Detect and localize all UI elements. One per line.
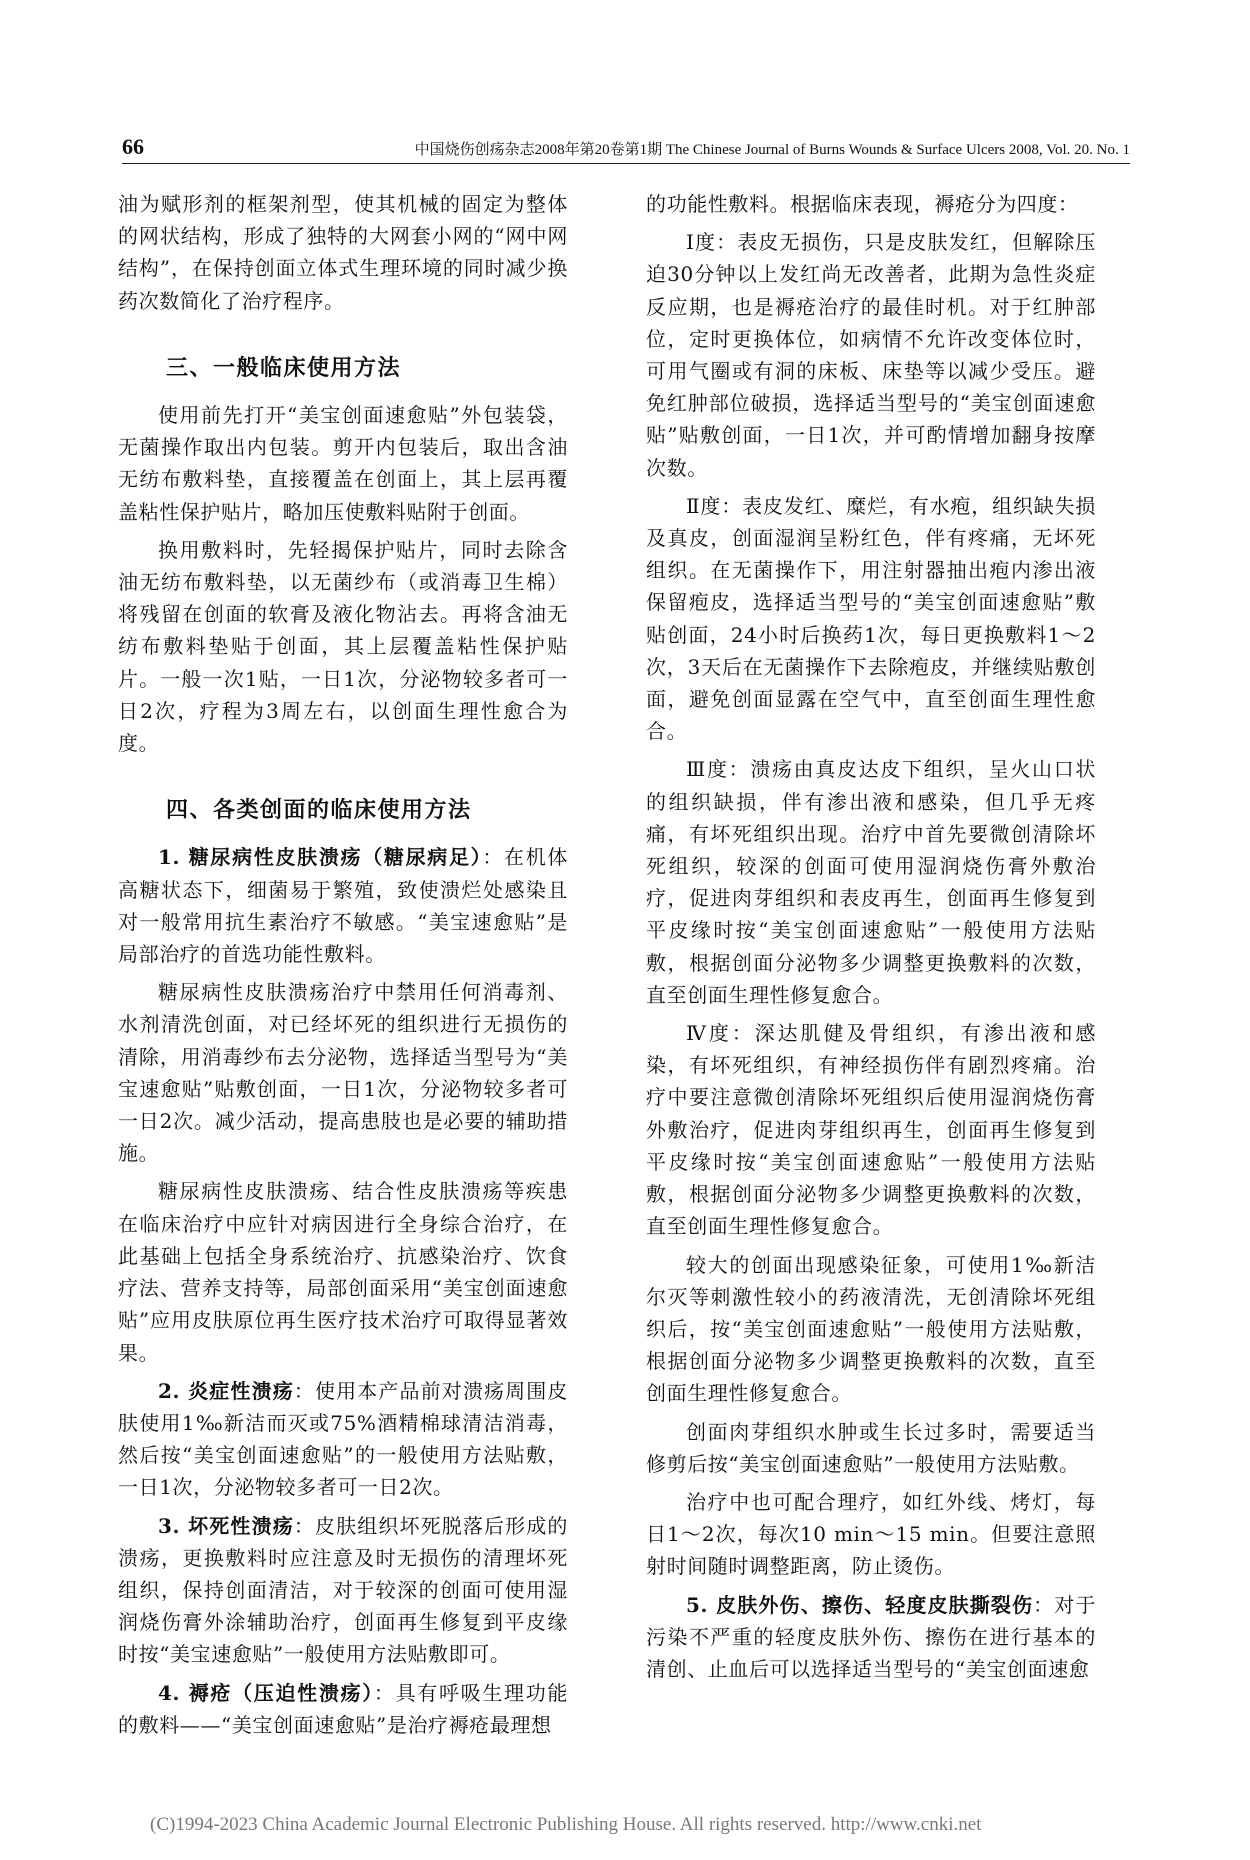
running-header	[122, 130, 1130, 164]
paragraph: 油为赋形剂的框架剂型，使其机械的固定为整体的网状结构，形成了独特的大网套小网的“网中网结构”，在保持创面立体式生理环境的同时减少换药次数简化了治疗程序。	[118, 192, 568, 313]
section-heading: 三、一般临床使用方法	[166, 355, 402, 381]
paragraph	[118, 841, 568, 970]
paragraph: 的功能性敷料。根据临床表现，褥疮分为四度：	[646, 192, 1079, 216]
subsection-title: 5. 皮肤外伤、擦伤、轻度皮肤撕裂伤	[686, 1592, 1034, 1617]
subsection-title: 2. 炎症性溃疡	[158, 1378, 294, 1403]
subsection-title: 4. 褥疮（压迫性溃疡）	[158, 1680, 374, 1705]
paragraph-text: ：在机体高糖状态下，细菌易于繁殖，致使溃烂处感染且对一般常用抗生素治疗不敏感。“美宝速愈贴”是局部治疗的首选功能性敷料。	[118, 845, 569, 967]
paragraph	[118, 1510, 568, 1671]
paragraph-text: ：使用本产品前对溃疡周围皮肤使用1‰新洁而灭或75%酒精棉球清洁消毒，然后按“美宝创面速愈贴”的一般使用方法贴敷，一日1次，分泌物较多者可一日2次。	[118, 1378, 568, 1500]
paragraph: 糖尿病性皮肤溃疡、结合性皮肤溃疡等疾患在临床治疗中应针对病因进行全身综合治疗，在此基础上包括全身系统治疗、抗感染治疗、饮食疗法、营养支持等，局部创面采用“美宝创面速愈贴”应用皮肤原位再生医疗技术治疗可取得显著效果。	[118, 1179, 568, 1365]
paragraph	[118, 1375, 568, 1504]
right-column	[646, 188, 1096, 1691]
paragraph	[118, 1677, 568, 1741]
paragraph: Ⅱ度：表皮发红、糜烂，有水疱，组织缺失损及真皮，创面湿润呈粉红色，伴有疼痛，无坏死组织。在无菌操作下，用注射器抽出疱内渗出液保留疱皮，选择适当型号的“美宝创面速愈贴”敷贴创面，24小时后换药1次，每日更换敷料1～2次，3天后在无菌操作下去除疱皮，并继续贴敷创面，避免创面显露在空气中，直至创面生理性愈合。	[646, 493, 1096, 744]
header-rule	[122, 163, 1130, 164]
paragraph-text: ：皮肤组织坏死脱落后形成的溃疡，更换敷料时应注意及时无损伤的清理坏死组织，保持创面清洁，对于较深的创面可使用湿润烧伤膏外涂辅助治疗，创面再生修复到平皮缘时按“美宝速愈贴”一般使用方法贴敷即可。	[118, 1513, 568, 1667]
paragraph: 换用敷料时，先轻揭保护贴片，同时去除含油无纺布敷料垫，以无菌纱布（或消毒卫生棉）将残留在创面的软膏及液化物沾去。再将含油无纺布敷料垫贴于创面，其上层覆盖粘性保护贴片。一般一次1贴，一日1次，分泌物较多者可一日2次，疗程为3周左右，以创面生理性愈合为度。	[118, 537, 568, 756]
left-column	[118, 188, 568, 1747]
paragraph: 较大的创面出现感染征象，可使用1‰新洁尔灭等刺激性较小的药液清洗，无创清除坏死组织后，按“美宝创面速愈贴”一般使用方法贴敷，根据创面分泌物多少调整更换敷料的次数，直至创面生理性修复愈合。	[646, 1252, 1096, 1406]
paragraph	[646, 1589, 1096, 1686]
subsection-title: 1. 糖尿病性皮肤溃疡（糖尿病足）	[158, 845, 483, 870]
copyright-footer: (C)1994-2023 China Academic Journal Electronic Publishing House. All rights reserved. http://www.cnki.net	[150, 1814, 982, 1835]
paragraph: Ⅲ度：溃疡由真皮达皮下组织，呈火山口状的组织缺损，伴有渗出液和感染，但几乎无疼痛，有坏死组织出现。治疗中首先要微创清除坏死组织，较深的创面可使用湿润烧伤膏外敷治疗，促进肉芽组织和表皮再生，创面再生修复到平皮缘时按“美宝创面速愈贴”一般使用方法贴敷，根据创面分泌物多少调整更换敷料的次数，直至创面生理性修复愈合。	[646, 757, 1096, 1007]
page-number: 66	[122, 134, 144, 159]
paragraph: 创面肉芽组织水肿或生长过多时，需要适当修剪后按“美宝创面速愈贴”一般使用方法贴敷。	[646, 1419, 1096, 1476]
subsection-title: 3. 坏死性溃疡	[158, 1513, 294, 1538]
paragraph: Ⅰ度：表皮无损伤，只是皮肤发红，但解除压迫30分钟以上发红尚无改善者，此期为急性炎症反应期，也是褥疮治疗的最佳时机。对于红肿部位，定时更换体位，如病情不允许改变体位时，可用气圈或有洞的床板、床垫等以减少受压。避免红肿部位破损，选择适当型号的“美宝创面速愈贴”贴敷创面，一日1次，并可酌情增加翻身按摩次数。	[646, 230, 1096, 480]
paragraph: 治疗中也可配合理疗，如红外线、烤灯，每日1～2次，每次10 min～15 min。但要注意照射时间随时调整距离，防止烫伤。	[646, 1489, 1096, 1579]
paragraph-text: ：对于污染不严重的轻度皮肤外伤、擦伤在进行基本的清创、止血后可以选择适当型号的“美宝创面速愈	[646, 1592, 1096, 1681]
paragraph-text: ：具有呼吸生理功能的敷料——“美宝创面速愈贴”是治疗褥疮最理想	[118, 1680, 568, 1737]
journal-citation: 中国烧伤创疡杂志2008年第20卷第1期 The Chinese Journal of Burns Wounds & Surface Ulcers 2008, Vol. 20. No. 1	[414, 142, 1130, 158]
paragraph: Ⅳ度：深达肌健及骨组织，有渗出液和感染，有坏死组织，有神经损伤伴有剧烈疼痛。治疗中要注意微创清除坏死组织后使用湿润烧伤膏外敷治疗，促进肉芽组织再生，创面再生修复到平皮缘时按“美宝创面速愈贴”一般使用方法贴敷，根据创面分泌物多少调整更换敷料的次数，直至创面生理性修复愈合。	[646, 1021, 1096, 1239]
paragraph: 使用前先打开“美宝创面速愈贴”外包装袋，无菌操作取出内包装。剪开内包装后，取出含油无纺布敷料垫，直接覆盖在创面上，其上层再覆盖粘性保护贴片，略加压使敷料贴附于创面。	[118, 403, 568, 524]
section-heading: 四、各类创面的临床使用方法	[166, 798, 472, 824]
paragraph: 糖尿病性皮肤溃疡治疗中禁用任何消毒剂、水剂清洗创面，对已经坏死的组织进行无损伤的清除，用消毒纱布去分泌物，选择适当型号为“美宝速愈贴”贴敷创面，一日1次，分泌物较多者可一日2次。减少活动，提高患肢也是必要的辅助措施。	[118, 980, 568, 1166]
